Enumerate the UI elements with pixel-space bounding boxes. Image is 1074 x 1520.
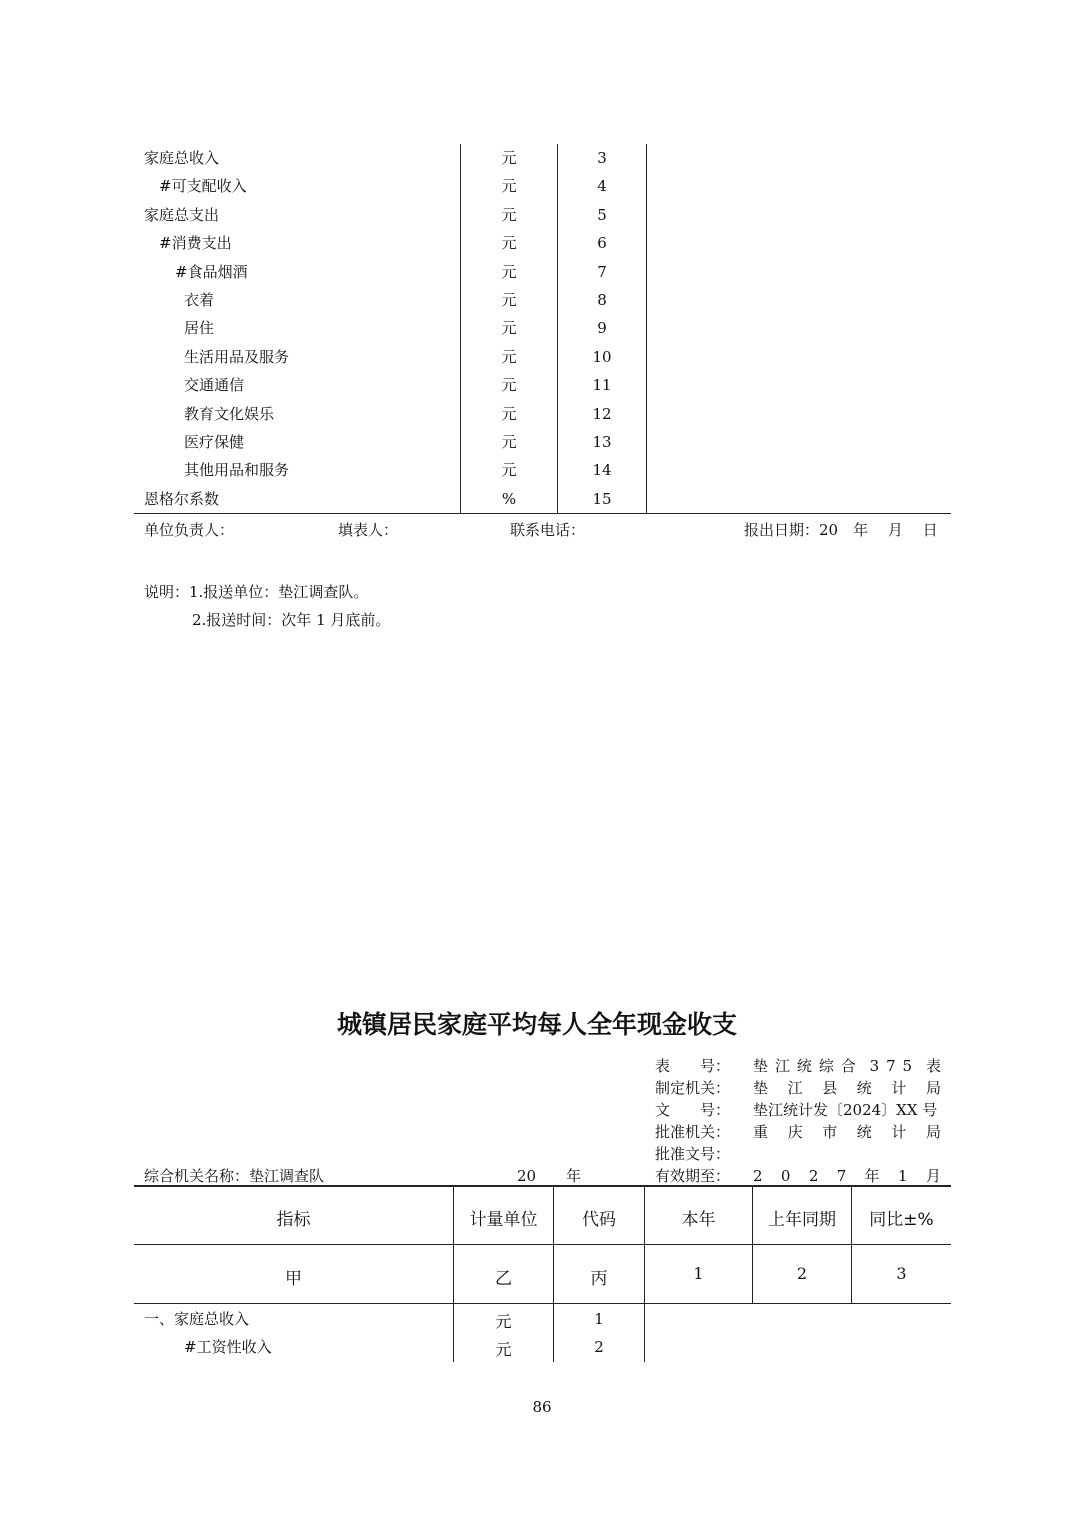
row-code: 8 xyxy=(597,291,607,309)
row-label: #消费支出 xyxy=(159,234,232,252)
meta-char: 局 xyxy=(925,1123,941,1141)
page-number: 86 xyxy=(532,1398,552,1416)
subheader-bing: 丙 xyxy=(590,1269,608,1289)
row-unit: 元 xyxy=(501,433,517,451)
meta-char: 3 xyxy=(869,1057,880,1075)
table-divider xyxy=(851,1185,852,1303)
subheader-3: 3 xyxy=(896,1264,907,1283)
row-label: 家庭总支出 xyxy=(144,206,220,224)
subheader-yi: 乙 xyxy=(495,1269,512,1289)
meta-char: 江 xyxy=(787,1079,803,1097)
footer-phone: 联系电话： xyxy=(510,521,586,539)
meta-char: 县 xyxy=(822,1079,838,1097)
subheader-2: 2 xyxy=(796,1264,808,1283)
meta-key: 文 号： xyxy=(655,1101,731,1119)
row-unit: 元 xyxy=(501,234,517,252)
row-unit: 元 xyxy=(501,348,517,366)
row-label: 居住 xyxy=(184,319,215,337)
meta-char: 2 xyxy=(808,1167,819,1185)
meta-char: 2 xyxy=(753,1167,763,1185)
top-table-divider xyxy=(646,144,647,513)
row-label: 生活用品及服务 xyxy=(184,348,290,366)
row-code: 9 xyxy=(597,319,607,337)
row-code: 1 xyxy=(594,1310,604,1328)
meta-char: 综 xyxy=(818,1057,834,1075)
meta-char: 市 xyxy=(822,1123,838,1141)
meta-key: 批准机关： xyxy=(655,1123,731,1141)
subheader-jia: 甲 xyxy=(285,1269,302,1289)
row-label: 衣着 xyxy=(184,291,215,309)
row-label: 其他用品和服务 xyxy=(184,461,290,479)
meta-char: 重 xyxy=(753,1123,769,1141)
meta-char: 合 xyxy=(840,1057,856,1075)
table-top-border xyxy=(134,1185,951,1187)
meta-char: 1 xyxy=(898,1167,908,1185)
meta-char: 计 xyxy=(891,1123,907,1141)
meta-char: 统 xyxy=(856,1079,872,1097)
meta-char: 统 xyxy=(796,1057,812,1075)
note-line-2: 2.报送时间：次年 1 月底前。 xyxy=(192,611,391,629)
meta-char: 计 xyxy=(891,1079,907,1097)
row-label: 交通通信 xyxy=(184,376,245,394)
row-code: 12 xyxy=(592,405,612,423)
row-unit: 元 xyxy=(501,177,517,195)
meta-char: 年 xyxy=(864,1167,880,1185)
row-unit: 元 xyxy=(501,319,517,337)
meta-char: 表 xyxy=(925,1057,941,1075)
meta-value xyxy=(753,1121,941,1143)
row-unit: 元 xyxy=(495,1340,512,1359)
footer-filler: 填表人： xyxy=(338,521,399,539)
row-code: 11 xyxy=(592,376,612,394)
header-code: 代码 xyxy=(582,1210,616,1230)
meta-char: 庆 xyxy=(787,1123,803,1141)
meta-char: 统 xyxy=(856,1123,872,1141)
meta-char: 月 xyxy=(925,1167,941,1185)
header-this-year: 本年 xyxy=(681,1210,716,1230)
meta-char: 垫 xyxy=(753,1079,769,1097)
row-label: #可支配收入 xyxy=(159,177,247,195)
subheader-1: 1 xyxy=(693,1264,704,1283)
row-unit: 元 xyxy=(501,376,517,394)
table-header-border xyxy=(134,1244,951,1245)
table-subheader-border xyxy=(134,1303,951,1304)
org-name: 综合机关名称：垫江调查队 xyxy=(144,1167,325,1185)
row-code: 4 xyxy=(597,177,607,195)
row-label: 一、家庭总收入 xyxy=(144,1310,250,1328)
row-code: 14 xyxy=(592,461,612,479)
row-code: 5 xyxy=(597,206,607,224)
header-yoy: 同比±% xyxy=(869,1210,934,1230)
row-unit: 元 xyxy=(495,1312,512,1331)
row-code: 2 xyxy=(594,1338,604,1356)
row-code: 6 xyxy=(597,234,607,252)
meta-char: 江 xyxy=(774,1057,790,1075)
meta-value xyxy=(753,1055,941,1077)
meta-value xyxy=(753,1077,941,1099)
form-title: 城镇居民家庭平均每人全年现金收支 xyxy=(336,1010,737,1039)
row-label: 医疗保健 xyxy=(184,433,245,451)
header-indicator: 指标 xyxy=(276,1210,311,1230)
row-unit: 元 xyxy=(501,405,517,423)
meta-char: 0 xyxy=(780,1167,791,1185)
footer-report-date: 报出日期：20 年 月 日 xyxy=(744,521,938,539)
row-unit: 元 xyxy=(501,461,517,479)
meta-char: 局 xyxy=(925,1079,941,1097)
top-table-bottom-border xyxy=(134,513,951,514)
row-unit: 元 xyxy=(501,291,517,309)
row-label: 家庭总收入 xyxy=(144,149,220,167)
meta-value: 垫江统计发〔2024〕XX 号 xyxy=(753,1101,938,1119)
report-year: 20 年 xyxy=(517,1167,582,1185)
row-code: 7 xyxy=(597,263,607,281)
meta-key: 有效期至： xyxy=(655,1167,731,1185)
row-label: 教育文化娱乐 xyxy=(184,405,275,423)
meta-key: 制定机关： xyxy=(655,1079,731,1097)
meta-char: 7 xyxy=(886,1057,896,1075)
meta-key: 表 号： xyxy=(655,1057,731,1075)
row-code: 3 xyxy=(597,149,607,167)
row-code: 15 xyxy=(592,490,612,508)
meta-char: 7 xyxy=(836,1167,847,1185)
row-label: #工资性收入 xyxy=(184,1338,272,1356)
row-label: #食品烟酒 xyxy=(175,263,248,281)
row-unit: % xyxy=(501,490,517,508)
meta-value xyxy=(753,1165,941,1187)
row-label: 恩格尔系数 xyxy=(144,490,220,508)
row-unit: 元 xyxy=(501,149,517,167)
row-code: 10 xyxy=(592,348,612,366)
meta-char: 垫 xyxy=(753,1057,769,1075)
meta-char: 5 xyxy=(902,1057,913,1075)
row-unit: 元 xyxy=(501,206,517,224)
header-unit: 计量单位 xyxy=(469,1210,538,1230)
table-divider xyxy=(752,1185,753,1303)
row-code: 13 xyxy=(592,433,612,451)
row-unit: 元 xyxy=(501,263,517,281)
meta-key: 批准文号： xyxy=(655,1145,731,1163)
footer-responsible: 单位负责人： xyxy=(144,521,235,539)
note-line-1: 说明：1.报送单位：垫江调查队。 xyxy=(144,583,369,601)
header-last-year: 上年同期 xyxy=(768,1210,836,1230)
